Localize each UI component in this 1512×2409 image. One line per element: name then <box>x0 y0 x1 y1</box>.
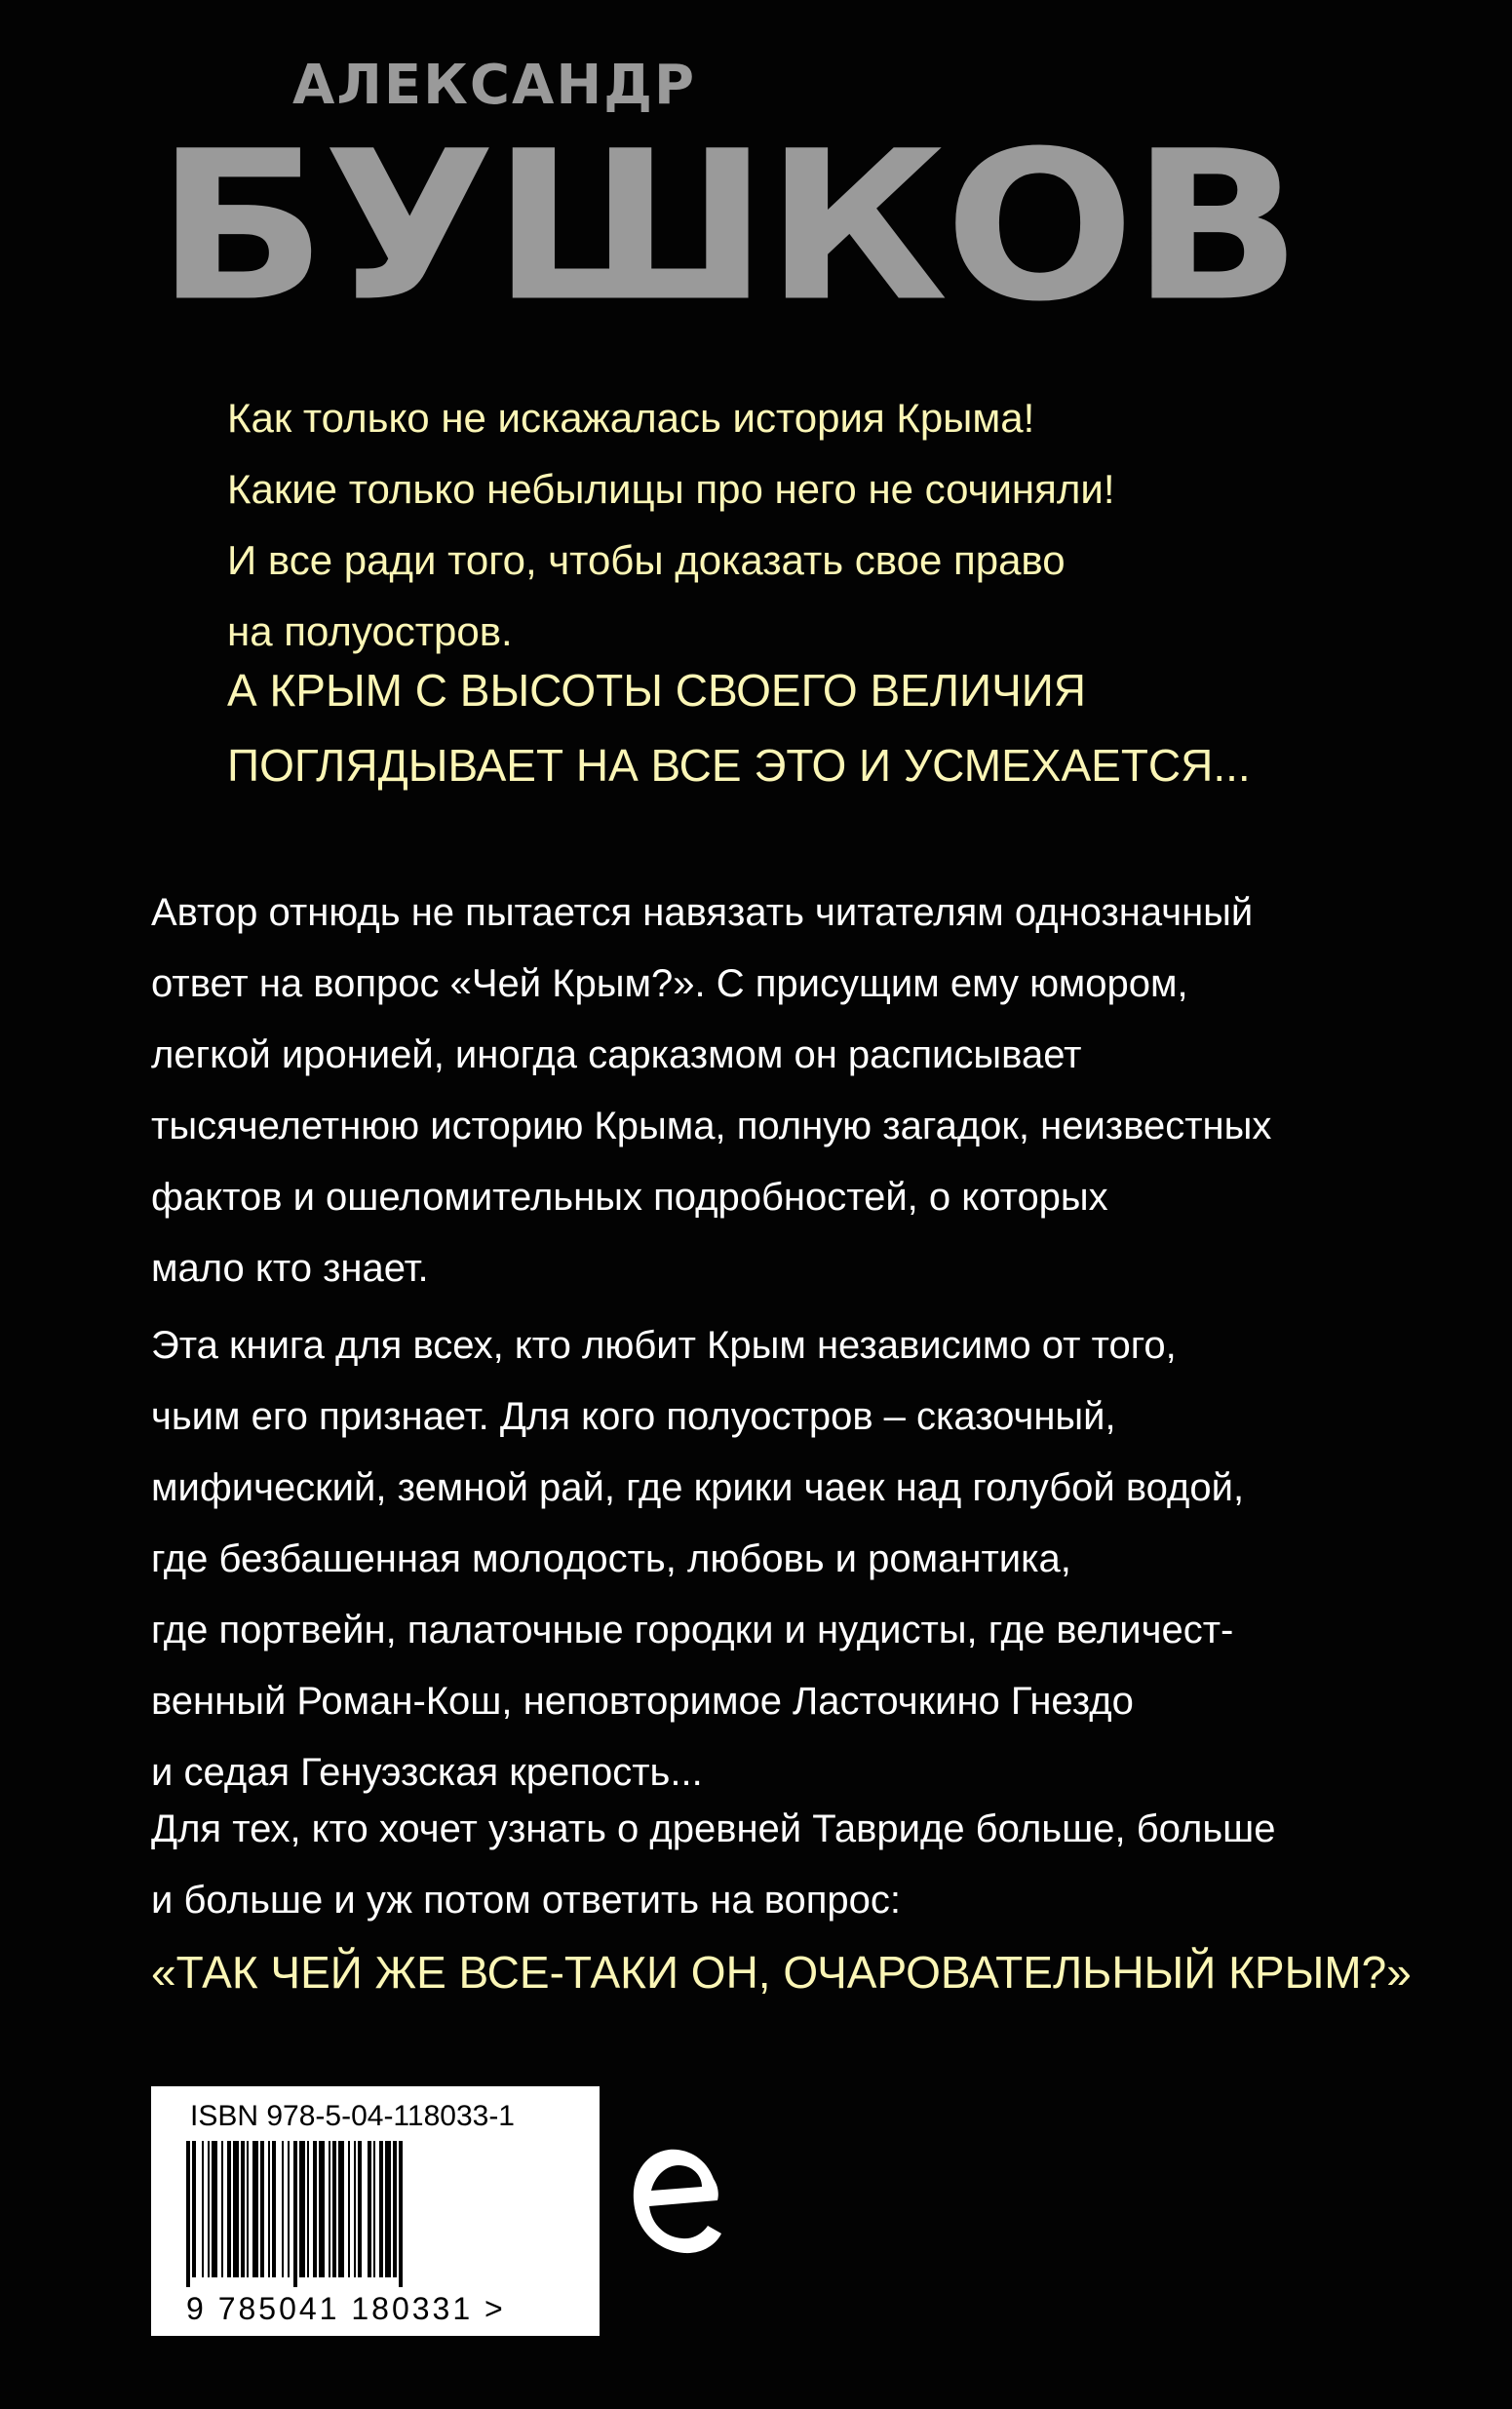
closing-question: «ТАК ЧЕЙ ЖЕ ВСЕ-ТАКИ ОН, ОЧАРОВАТЕЛЬНЫЙ КРЫМ?» <box>151 1947 1412 1998</box>
barcode-bar <box>399 2141 403 2287</box>
intro-line: на полуостров. <box>227 608 513 654</box>
barcode-digits: 9 785041 180331 > <box>186 2291 506 2326</box>
barcode-box <box>151 2086 600 2336</box>
barcode-bar <box>329 2141 330 2277</box>
barcode-bar <box>358 2141 362 2277</box>
barcode-bar <box>385 2141 391 2277</box>
barcode-bar <box>186 2141 190 2287</box>
body-line: легкой иронией, иногда сарказмом он расписывает <box>151 1033 1082 1076</box>
barcode-bars <box>186 2141 566 2287</box>
barcode-bar <box>299 2141 305 2277</box>
barcode-bar <box>241 2141 245 2277</box>
intro-line: Как только не искажалась история Крыма! <box>227 395 1035 441</box>
tagline-line: А КРЫМ С ВЫСОТЫ СВОЕГО ВЕЛИЧИЯ <box>227 665 1087 716</box>
barcode-bar <box>202 2141 204 2277</box>
barcode-bar <box>348 2141 350 2277</box>
isbn-number: ISBN 978-5-04-118033-1 <box>190 2100 515 2132</box>
barcode-bar <box>247 2141 249 2277</box>
intro-line: Какие только небылицы про него не сочиняли! <box>227 466 1115 512</box>
body-line: Автор отнюдь не пытается навязать читателям однозначный <box>151 891 1254 934</box>
barcode-bar <box>354 2141 356 2277</box>
barcode-bar <box>268 2141 270 2277</box>
barcode-bar <box>288 2141 290 2277</box>
body-line: венный Роман-Кош, неповторимое Ласточкино Гнездо <box>151 1680 1134 1723</box>
barcode-bar <box>233 2141 239 2277</box>
body-line: мифический, земной рай, где крики чаек над голубой водой, <box>151 1466 1245 1509</box>
barcode-bar <box>332 2141 336 2277</box>
barcode-bar <box>338 2141 344 2277</box>
eksmo-logo-icon <box>624 2140 731 2267</box>
description-paragraph-2 <box>151 1310 1418 1808</box>
closing-line: и больше и уж потом ответить на вопрос: <box>151 1879 902 1922</box>
barcode-bar <box>293 2141 297 2287</box>
barcode-bar <box>192 2141 196 2277</box>
barcode-bar <box>393 2141 397 2277</box>
barcode-bar <box>221 2141 223 2277</box>
closing-block <box>151 1794 1418 1936</box>
barcode-bar <box>282 2141 284 2277</box>
closing-line: Для тех, кто хочет узнать о древней Тавриде больше, больше <box>151 1807 1276 1850</box>
body-line: Эта книга для всех, кто любит Крым независимо от того, <box>151 1324 1177 1367</box>
barcode-bar <box>260 2141 264 2277</box>
author-last-name: БУШКОВ <box>156 107 1299 348</box>
body-line: где портвейн, палаточные городки и нудисты, где величест- <box>151 1609 1234 1651</box>
description-body <box>151 877 1418 1808</box>
barcode-bar <box>252 2141 258 2277</box>
barcode-bar <box>319 2141 325 2277</box>
barcode-bar <box>272 2141 276 2277</box>
barcode-bar <box>307 2141 309 2277</box>
barcode-bar <box>379 2141 383 2277</box>
barcode-bar <box>373 2141 375 2277</box>
tagline-block <box>227 653 1348 803</box>
barcode-bar <box>368 2141 371 2277</box>
body-line: и седая Генуэзская крепость... <box>151 1751 703 1794</box>
body-line: тысячелетнюю историю Крыма, полную загадок, неизвестных <box>151 1105 1272 1147</box>
barcode-bar <box>313 2141 317 2277</box>
barcode-bar <box>227 2141 231 2277</box>
barcode-bar <box>208 2141 210 2277</box>
intro-line: И все ради того, чтобы доказать свое право <box>227 537 1066 583</box>
intro-block <box>227 382 1348 667</box>
body-line: где безбашенная молодость, любовь и романтика, <box>151 1537 1071 1580</box>
body-line: ответ на вопрос «Чей Крым?». С присущим ему юмором, <box>151 962 1188 1005</box>
description-paragraph-1 <box>151 877 1418 1304</box>
author-first-name: АЛЕКСАНДР <box>292 54 697 117</box>
body-line: фактов и ошеломительных подробностей, о которых <box>151 1176 1108 1219</box>
body-line: мало кто знает. <box>151 1247 429 1290</box>
barcode-bar <box>212 2141 217 2277</box>
tagline-line: ПОГЛЯДЫВАЕТ НА ВСЕ ЭТО И УСМЕХАЕТСЯ... <box>227 740 1251 791</box>
body-line: чьим его признает. Для кого полуостров – сказочный, <box>151 1395 1116 1438</box>
